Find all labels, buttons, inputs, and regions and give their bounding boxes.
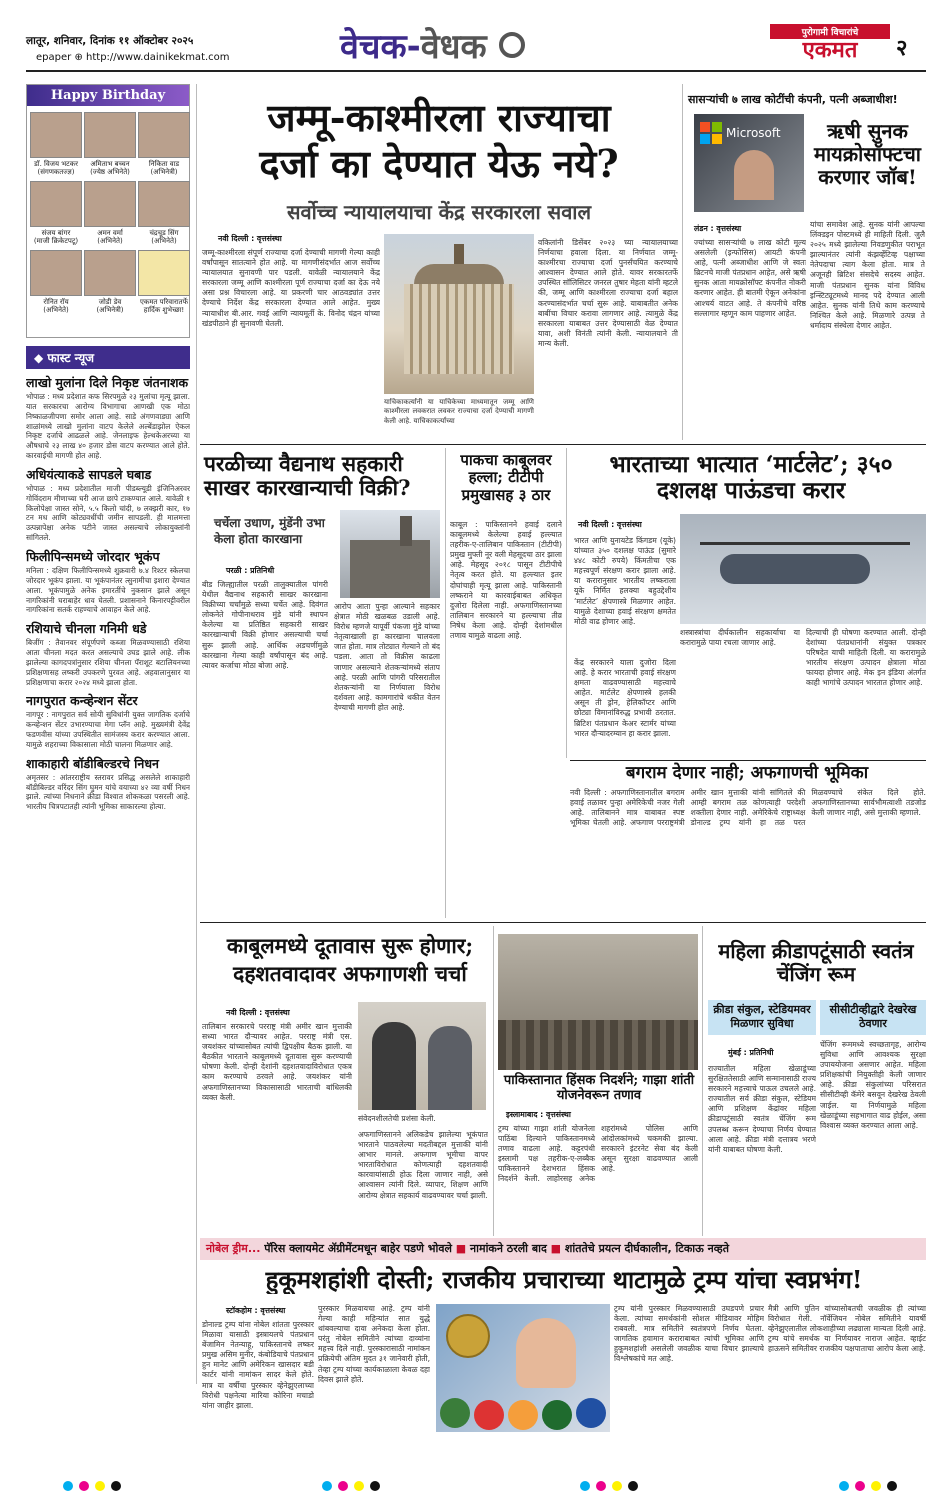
embassy-col2: अफगाणिस्तानने अलिकडेच झालेल्या भूकंपात भारताने पाठवलेल्या मदतीबद्दल मुत्ताकी यांनी आभार मानले. अफगाण भूमीचा वापर भारताविरोधात कोणत्याही दहशतवादी कारवायांसाठी होऊ दिला जाणार नाही, असे आश्वासन त्यांनी दिले. व्यापार, शिक्षण आणि आरोग्य क्षेत्रात सहकार्य वाढवण्यावर चर्चा झाली.: [358, 1130, 488, 1200]
supreme-court-photo: [384, 234, 534, 394]
fast-news-headline: अधियंत्याकडे सापडले घबाड: [26, 466, 152, 482]
birthday-title: Happy Birthday: [27, 85, 189, 106]
fast-news-text: मनिला : दक्षिण फिलीपिन्समध्ये शुक्रवारी ७.४ रिश्टर स्केलचा जोरदार भूकंप झाला. या भूकंपानंतर त्सुनामीचा इशारा देण्यात आला. भूकंपामुळे अनेक इमारतींचे नुकसान झाले असून नागरिकांनी घराबाहेर धाव घेतली. प्रशासनाने किनारपट्टीवरील नागरिकांना सतर्क राहण्याचे आवाहन केले आहे.: [26, 565, 190, 615]
birthday-person: [84, 250, 136, 315]
bagram-headline: बगराम देणार नाही; अफगाणची भूमिका: [625, 763, 869, 783]
bagram-text: नवी दिल्ली : अफगाणिस्तानातील बगराम हवाई तळावर पुन्हा अमेरिकेची नजर गेली आहे. तालिबानने मात्र याबाबत स्पष्ट भूमिका घेतली आहे. अफगाण परराष्ट्रमंत्री अमीर खान मुत्ताकी यांनी सांगितले की आम्ही बगराम तळ कोणत्याही परदेशी शक्तीला देणार नाही. अमेरिकेचे राष्ट्राध्यक्ष डोनाल्ड ट्रम्प यांनी हा तळ परत मिळवण्याचे संकेत दिले होते. अफगाणिस्तानच्या सार्वभौमत्वाशी तडजोड केली जाणार नाही, असे मुत्ताकी म्हणाले.: [570, 788, 926, 828]
birthday-person: [30, 250, 82, 315]
birthday-name: अमन वर्मा: [97, 228, 123, 237]
sunak-headline: ऋषी सुनक मायक्रोसॉफ्टचा करणार जॉब!: [814, 119, 921, 189]
column-divider: [566, 448, 567, 758]
birthday-name: डॉ. विजय भटकर: [34, 160, 78, 168]
fast-news-header: [26, 346, 190, 369]
date-line: लातूर, शनिवार, दिनांक ११ ऑक्टोबर २०२५: [26, 35, 194, 47]
avatar: [138, 181, 190, 227]
birthday-box: [26, 84, 190, 338]
jk-subhead: सर्वोच्च न्यायालयाचा केंद्र सरकारला सवाल: [286, 200, 592, 224]
nobel-ticker: [200, 1238, 926, 1260]
birthday-person: [30, 181, 82, 246]
sunak-photo: [694, 114, 804, 212]
fast-news-text: अमृतसर : आंतरराष्ट्रीय स्तरावर प्रसिद्ध असलेले शाकाहारी बॉडीबिल्डर वरिंदर सिंग घुमन यांचे वयाच्या ४२ व्या वर्षी निधन झाले. त्यांच्या निधनाने क्रीडा विश्वात शोककळा पसरली आहे. भारतीय चित्रपटातही त्यांनी भूमिका साकारल्या होत्या.: [26, 772, 190, 812]
list-item: [26, 467, 190, 543]
avatar: [138, 112, 190, 158]
trump-col3: ट्रम्प यांनी पुरस्कार मिळवण्यासाठी उघडपणे प्रचार केला. त्यांच्या समर्थकांनी सोशल मीडियावर मोहिम राबवली. मात्र समितीने स्वतंत्रपणे निर्णय घेतला. जागतिक हवामान कराराबाबत त्यांची भूमिका आणि हुकूमशहांशी असलेली जवळीक याचा विचार झाल्याचे विश्लेषकांचे मत आहे.: [614, 1304, 764, 1364]
brand-block: [770, 24, 890, 68]
section-title-1: वेचक-: [340, 27, 421, 67]
avatar: [30, 181, 82, 227]
avatar: [138, 250, 190, 296]
birthday-name: निकिता वाड: [148, 160, 180, 168]
birthday-name: संजय बांगर: [41, 228, 71, 237]
avatar: [84, 112, 136, 158]
list-item: [26, 756, 190, 812]
martlet-headline: भारताच्या भात्यात ‘मार्टलेट’; ३५० दशलक्ष पाऊंडचा करार: [609, 451, 893, 505]
kabul-attack-headline: पाकचा काबूलवर हल्ला; टीटीपी प्रमुखासह ३ ठार: [460, 451, 552, 504]
parli-subhead: चर्चेला उधाण, मुंडेंनी उभा केला होता कारखाना: [214, 516, 325, 546]
birthday-role: (अभिनेते): [151, 237, 177, 246]
protest-photo: [498, 934, 698, 1070]
birthday-name: जोडी डेव: [98, 297, 122, 306]
column-divider: [493, 926, 494, 1236]
avatar: [84, 250, 136, 296]
gaza-dateline: इस्लामाबाद : वृत्तसंस्था: [506, 1110, 571, 1119]
ticker-item-3: शांततेचे प्रयत्न दीर्घकालीन, टिकाऊ नव्हते: [564, 1242, 729, 1255]
fast-news-headline: रशियाचे चीनला गनिमी धडे: [26, 621, 147, 637]
birthday-person: [30, 112, 82, 177]
parli-col1: बीड जिल्ह्यातील परळी तालुक्यातील पांगरी येथील वैद्यनाथ सहकारी साखर कारखाना विक्रीच्या चर्चांमुळे सध्या चर्चेत आहे. दिवंगत लोकनेते गोपीनाथराव मुंडे यांनी स्थापन केलेल्या या प्रतिष्ठित सहकारी साखर कारखान्याची विक्री होणार असल्याची चर्चा सुरू झाली आहे. आर्थिक अडचणींमुळे कारखाना गेल्या काही वर्षांपासून बंद आहे. त्यावर कर्जाचा मोठा बोजा आहे.: [202, 580, 328, 670]
birthday-person: [84, 181, 136, 246]
birthday-name: रोनित रॉय: [43, 297, 69, 306]
birthday-grid: [27, 106, 189, 320]
women-subhead-right: सीसीटीव्हीद्वारे देखरेख ठेवणार: [820, 1000, 926, 1035]
list-item: [26, 621, 190, 687]
jk-photo-caption: याचिकाकर्त्यांनी या याचिकेच्या माध्यमातून जम्मू आणि काश्मीरला लवकरात लवकर राज्याचा दर्जा देण्याची मागणी केली आहे. याचिकाकर्त्यांच्या: [384, 398, 534, 425]
helicopter-photo: [680, 514, 926, 624]
sugar-factory-photo: [340, 510, 440, 598]
embassy-headline-1: काबूलमध्ये दूतावास सुरू होणार;: [226, 933, 474, 958]
fast-news-headline: फिलीपिन्समध्ये जोरदार भूकंप: [26, 548, 160, 564]
page-header: [0, 0, 945, 70]
list-item: [26, 693, 190, 749]
epaper-label: epaper: [36, 52, 72, 63]
fast-news: [26, 346, 190, 1396]
globe-icon: ⊕: [74, 52, 83, 63]
section-title-2: वेधक: [420, 27, 487, 67]
trump-dateline: स्टॉकहोम : वृत्तसंस्था: [226, 1306, 286, 1315]
jk-col3: वकिलांनी डिसेंबर २०२३ च्या न्यायालयाच्या निर्णयाचा हवाला दिला. या निर्णयात जम्मू-काश्मीरचा राज्याचा दर्जा पुनर्संचयित करण्याचे आश्वासन देण्यात आले होते. यावर सरकारतर्फे उपस्थित सॉलिसिटर जनरल तुषार मेहता यांनी म्हटले की, जम्मू आणि काश्मीरला राज्याचा दर्जा बहाल करण्यासंदर्भात चर्चा सुरू आहे. याबाबतीत अनेक बाबींचा विचार करावा लागणार आहे. त्यामुळे केंद्र सरकारला याबाबत उत्तर देण्यासाठी वेळ देण्यात यावा, अशी विनंती त्यांनी केली. न्यायालयाने ती मान्य केली.: [538, 238, 678, 348]
website-link[interactable]: http://www.dainikekmat.com: [86, 52, 230, 63]
column-divider: [702, 926, 703, 1236]
fast-news-list: [26, 375, 190, 812]
embassy-col1: तालिबान सरकारचे परराष्ट्र मंत्री अमीर खान मुत्ताकी सध्या भारत दौऱ्यावर आहेत. परराष्ट्र मंत्री एस. जयशंकर यांच्यासोबत त्यांची द्विपक्षीय बैठक झाली. या बैठकीत भारताने काबूलमध्ये दूतावास सुरू करण्याची घोषणा केली. दोन्ही देशांनी दहशतवादाविरोधात एकत्र काम करण्याचे ठरवले आहे. जयशंकर यांनी अफगाणिस्तानच्या विकासासाठी भारताची बांधिलकी व्यक्त केली.: [202, 1022, 352, 1102]
section-rule: [570, 760, 926, 761]
parli-dateline: परळी : प्रतिनिधी: [226, 566, 275, 575]
brand-tagline: पुरोगामी विचारांचे: [770, 24, 890, 39]
section-rule: [200, 444, 926, 445]
women-col1: राज्यातील महिला खेळाडूंच्या सुरक्षिततेसाठी आणि सन्मानासाठी राज्य सरकारने महत्त्वाचे पाऊल उचलले आहे. राज्यातील सर्व क्रीडा संकुल, स्टेडियम आणि प्रशिक्षण केंद्रांवर महिला क्रीडापटूंसाठी स्वतंत्र चेंजिंग रूम उपलब्ध करून देण्याचा निर्णय घेण्यात आला आहे. क्रीडा मंत्री दत्तात्रय भरणे यांनी याबाबत घोषणा केली.: [708, 1064, 816, 1154]
avatar: [30, 112, 82, 158]
martlet-caption: शस्त्रास्त्रांचा दीर्घकालीन सहकार्याचा या करारामुळे पाया रचला जाणार आहे.: [680, 628, 800, 648]
birthday-role: (अभिनेत्री): [150, 168, 178, 177]
jk-headline-2: दर्जा का देण्यात येऊ नये?: [259, 141, 619, 186]
jk-col1: जम्मू-काश्मीरला संपूर्ण राज्याचा दर्जा देण्याची मागणी गेल्या काही वर्षांपासून सातत्याने होत आहे. या मागणीसंदर्भात आज सर्वोच्च न्यायालयात सुनावणी पार पडली. यावेळी न्यायालयाने केंद्र सरकारला जम्मू आणि काश्मीरला पूर्ण राज्याचा दर्जा का देऊ नये असा प्रश्न विचारला आहे. या प्रकरणी चार आठवड्यांत उत्तर देण्याचे निर्देश केंद्र सरकारला देण्यात आले आहेत. मुख्य न्यायाधीश बी.आर. गवई आणि न्यायमूर्ती के. विनोद चंद्रन यांच्या खंडपीठाने ही सुनावणी घेतली.: [202, 248, 380, 328]
kabul-attack-text: काबूल : पाकिस्तानने हवाई दलाने काबूलमध्ये केलेल्या हवाई हल्ल्यात तहरीक-ए-तालिबान पाकिस्तान (टीटीपी) प्रमुख मुफ्ती नूर वली मेहसूदचा ठार झाला आहे. मेहसूद २०१८ पासून टीटीपीचे नेतृत्व करत होते. या हल्ल्यात इतर दोघांचाही मृत्यू झाला आहे. पाकिस्तानी लष्कराने या कारवाईबाबत अधिकृत दुजोरा दिलेला नाही. अफगाणिस्तानच्या तालिबान सरकारने या हल्ल्याचा तीव्र निषेध केला आहे. दोन्ही देशांमधील तणाव यामुळे वाढला आहे.: [450, 520, 562, 641]
list-item: [26, 375, 190, 461]
fast-news-text: भोपाळ : मध्य प्रदेशातील माजी पीडब्ल्यूडी इंजिनिअरवर गोविंदराम मीणाच्या घरी आज छापे टाकण्यात आले. यावेळी १ किलोपेक्षा जास्त सोने, ५.५ किलो चांदी, ७ लक्झरी कार, १७ टन मध आणि कोट्यवधींची जमीन सापडली. ही मालमत्ता उत्पन्नापेक्षा अनेक पटीने जास्त असल्याचे लोकायुक्तांनी सांगितले.: [26, 483, 190, 543]
embassy-caption: संवेदनशीलतेची प्रशंसा केली.: [358, 1114, 436, 1123]
header-rule: [26, 70, 926, 72]
page-number: २: [896, 36, 908, 61]
microsoft-logo-text: Microsoft: [726, 126, 781, 140]
martlet-col1: भारत आणि युनायटेड किंगडम (यूके) यांच्यात ३५० दशलक्ष पाऊंड (सुमारे ४४८ कोटी रुपये) किंमतीचा एक महत्त्वपूर्ण संरक्षण करार झाला आहे. या करारानुसार भारतीय लष्कराला यूके निर्मित हलक्या बहुउद्देशीय ‘मार्टलेट’ क्षेपणास्त्रे मिळणार आहेत. यामुळे देशाच्या हवाई संरक्षण क्षमतेत मोठी वाढ होणार आहे.: [574, 536, 676, 626]
print-registration-marks: [60, 1476, 900, 1492]
brand-name: एकमत: [802, 38, 858, 63]
section-banner: [340, 22, 525, 68]
ticker-lead: नोबेल ड्रीम...: [206, 1242, 261, 1255]
section-rule: [200, 922, 926, 923]
gaza-text: ट्रम्प यांच्या गाझा शांती योजनेला पाठिंबा दिल्याने पाकिस्तानमध्ये तणाव वाढला आहे. कट्टरपंथी इस्लामी पक्ष तहरीक-ए-लब्बैक पाकिस्तानने देशभरात हिंसक निदर्शने केली. लाहोरसह अनेक शहरांमध्ये पोलिस आणि आंदोलकांमध्ये चकमकी झाल्या. सरकारने इंटरनेट सेवा बंद केली असून सुरक्षा वाढवण्यात आली आहे.: [498, 1124, 698, 1184]
fast-news-title: फास्ट न्यूज: [47, 351, 95, 365]
parli-headline: परळीच्या वैद्यनाथ सहकारी साखर कारखान्याची विक्री?: [204, 451, 411, 501]
column-divider: [445, 448, 446, 918]
birthday-name: चंद्रचूड सिंग: [149, 228, 179, 237]
magnifier-icon: [499, 32, 525, 58]
parli-col2: आरोप आता पुन्हा आल्याने सहकार क्षेत्रात मोठी खळबळ उडाली आहे. विरोध म्हणजे यापूर्वी पंकजा मुंडे यांच्या नेतृत्वाखाली हा कारखाना चालवला जात होता. मात्र तोट्यात गेल्याने तो बंद पडला. आता तो विक्रीस काढला जाणार असल्याने शेतकऱ्यांमध्ये संताप आहे. परळी आणि पांगरी परिसरातील शेतकऱ्यांनी या निर्णयाला विरोध दर्शवला आहे. कामगारांचे थकीत वेतन देण्याची मागणी होत आहे.: [334, 602, 440, 712]
trump-col1: डोनाल्ड ट्रम्प यांना नोबेल शांतता पुरस्कार मिळावा यासाठी इस्त्रायलचे पंतप्रधान बेंजामिन नेतन्याहू, पाकिस्तानचे लष्कर प्रमुख असिम मुनीर, कंबोडियाचे पंतप्रधान हुन मानेट आणि अमेरिकन खासदार बडी कार्टर यांनी नामांकन सादर केले होते. मात्र या वर्षीचा पुरस्कार व्हेनेझुएलाच्या विरोधी पक्षनेत्या मारिया कोरिना मचाडो यांना जाहीर झाला.: [202, 1320, 314, 1410]
trump-col2: पुरस्कार मिळवायचा आहे. ट्रम्प यांनी गेल्या काही महिन्यांत सात युद्धे थांबवल्याचा दावा अनेकदा केला होता. परंतु नोबेल समितीने त्यांच्या दाव्यांना महत्त्व दिले नाही. पुरस्कारासाठी नामांकन प्रक्रियेची अंतिम मुदत ३१ जानेवारी होती, तेव्हा ट्रम्प यांच्या कार्यकाळाला केवळ दहा दिवस झाले होते.: [318, 1304, 430, 1384]
ticker-item-2: नामांकने ठरली बाद: [470, 1242, 547, 1255]
fast-news-headline: नागपुरात कन्व्हेन्शन सेंटर: [26, 693, 138, 709]
women-headline: महिला क्रीडापटूंसाठी स्वतंत्र चेंजिंग रूम: [718, 939, 914, 986]
sunak-dateline: लंडन : वृत्तसंस्था: [694, 224, 742, 233]
fast-news-headline: शाकाहारी बॉडीबिल्डरचे निधन: [26, 755, 159, 771]
trump-nobel-photo: [436, 1304, 610, 1432]
birthday-role: (अभिनेते): [97, 237, 123, 246]
sunak-col1: ज्यांच्या सासऱ्यांची ७ लाख कोटी मूल्य असलेली (इन्फोसिस) आयटी कंपनी आहे, पत्नी अब्जाधीश आणि जे स्वतः ब्रिटनचे माजी पंतप्रधान आहेत, असे ऋषी सुनक आता मायक्रोसॉफ्ट कंपनीत नोकरी करणार आहेत. ही बातमी ऐकून अनेकांना आश्चर्य वाटत आहे. ते कंपनीचे वरिष्ठ सल्लागार म्हणून काम पाहणार आहेत.: [694, 238, 806, 318]
martlet-dateline: नवी दिल्ली : वृत्तसंस्था: [578, 520, 642, 529]
birthday-name: अमिताभ बच्चन: [90, 160, 130, 168]
birthday-name: एकमत परिवारातर्फे: [139, 297, 189, 306]
sunak-col2: यांचा समावेश आहे. सुनक यांनी आपल्या लिंक्डइन पोस्टमध्ये ही माहिती दिली. जुलै २०२५ मध्ये झालेल्या निवडणुकीत पराभूत झाल्यानंतर त्यांनी कंझर्व्हेटिव्ह पक्षाच्या नेतेपदाचा त्याग केला होता. मात्र ते अजूनही ब्रिटिश संसदेचे सदस्य आहेत. माजी पंतप्रधान सुनक यांना विविध इन्स्टिट्यूटमध्ये मानद पदे देण्यात आली आहेत. सुनक यांनी तिथे काम करण्याचे निश्चित केले आहे. मिळणारे उत्पन्न ते धर्मादाय संस्थेला देणार आहेत.: [810, 220, 925, 330]
birthday-person: [84, 112, 136, 177]
avatar: [84, 181, 136, 227]
ministers-photo: [358, 1002, 486, 1110]
jk-dateline: नवी दिल्ली : वृत्तसंस्था: [218, 234, 282, 243]
sunak-kicker: सासऱ्यांची ७ लाख कोटींची कंपनी, पत्नी अब्जाधीश!: [688, 93, 898, 106]
gaza-headline: पाकिस्तानात हिंसक निदर्शने; गाझा शांती योजनेवरून तणाव: [503, 1073, 695, 1103]
column-divider: [682, 84, 683, 440]
women-subhead-left: क्रीडा संकुल, स्टेडियमवर मिळणार सुविधा: [708, 1000, 816, 1035]
avatar: [30, 250, 82, 296]
fast-news-text: नागपूर : नागपुरात सर्व सोयी सुविधांनी युक्त जागतिक दर्जाचे कन्व्हेन्शन सेंटर उभारण्याचा मेगा प्लॅन आहे. मुख्यमंत्री देवेंद्र फडणवीस यांच्या उपस्थितीत सामंजस्य करार करण्यात आला. यामुळे शहराच्या विकासाला मोठी चालना मिळणार आहे.: [26, 710, 190, 749]
trump-headline: हुकूमशहांशी दोस्ती; राजकीय प्रचाराच्या थाटामुळे ट्रम्प यांचा स्वप्नभंग!: [265, 1266, 863, 1294]
fast-news-text: भोपाळ : मध्य प्रदेशात कफ सिरपमुळे २३ मुलांचा मृत्यू झाला. यात सरकारचा आरोग्य विभागाचा आणखी एक मोठा निष्काळजीपणा समोर आला आहे. साडे अंगणवाड्या आणि शाळांमध्ये लाखो मुलांना वाटप केलेले अल्बेंडाझोल ऐकल निकृष्ट दर्जाचे आढळले आहे. जेनलाइफ हेल्थकेअरच्या या औषधाचे २३ लाख ४० हजार डोस वाटप करण्यात आले होते. कारवाईची मागणी होत आहे.: [26, 392, 190, 461]
women-col2: चेंजिंग रूममध्ये स्वच्छतागृह, आरोग्य सुविधा आणि आवश्यक सुरक्षा उपाययोजना असणार आहेत. महिला प्रशिक्षकांची नियुक्तीही केली जाणार आहे. क्रीडा संकुलांच्या परिसरात सीसीटीव्ही कॅमेरे बसवून देखरेख ठेवली जाईल. या निर्णयामुळे महिला खेळाडूंच्या सहभागात वाढ होईल, असा विश्वास व्यक्त करण्यात आला आहे.: [820, 1040, 926, 1130]
trump-col4: मैत्री आणि पुतिन यांच्यासोबतची जवळीक ही त्यांच्या विरोधात गेली. नॉर्वेजियन नोबेल समितीने यावर्षी व्हेनेझुएलातील लोकशाहीच्या लढ्याला मान्यता दिली आहे. ट्रम्प यांचे समर्थक या निर्णयावर नाराज आहेत. व्हाईट हाऊसने समितीवर राजकीय पक्षपाताचा आरोप केला आहे.: [768, 1304, 926, 1354]
birthday-role: हार्दिक शुभेच्छा!: [143, 305, 185, 314]
birthday-person: [138, 181, 190, 246]
fast-news-headline: लाखो मुलांना दिले निकृष्ट जंतनाशक: [26, 375, 189, 390]
ticker-separator-icon: ■: [455, 1242, 467, 1255]
column-divider: [196, 84, 197, 1384]
birthday-role: (अभिनेत्री): [96, 305, 124, 314]
women-dateline: मुंबई : प्रतिनिधी: [728, 1048, 774, 1057]
birthday-role: (ज्येष्ठ अभिनेते): [90, 168, 130, 177]
embassy-dateline: नवी दिल्ली : वृत्तसंस्था: [226, 1008, 290, 1017]
list-item: [26, 549, 190, 615]
birthday-person: [138, 112, 190, 177]
martlet-col2: केंद्र सरकारने याला दुजोरा दिला आहे. हे करार भारताची हवाई संरक्षण क्षमता वाढवण्यासाठी महत्त्वाचे आहेत. मार्टलेट क्षेपणास्त्रे हलकी असून ती ड्रोन, हेलिकॉप्टर आणि छोट्या विमानांविरुद्ध प्रभावी ठरतात. ब्रिटिश पंतप्रधान केअर स्टार्मर यांच्या भारत दौऱ्यादरम्यान हा करार झाला.: [574, 658, 676, 738]
birthday-role: (माजी क्रिकेटपटू): [33, 237, 79, 246]
ticker-item-1: पॅरिस क्लायमेट ॲग्रीमेंटमधून बाहेर पडणे भोवले: [264, 1242, 452, 1255]
fast-news-text: बिजींग : तैवानवर संपूर्णपणे कब्जा मिळवण्यासाठी रशिया आता चीनला मदत करत असल्याचे उघड झाले आहे. लीक झालेल्या कागदपत्रांनुसार रशिया चीनला पॅराशूट बटालियनच्या प्रशिक्षणासह लष्करी उपकरणे पुरवत आहे. अहवालानुसार या प्रशिक्षणाचा करार २०२४ मध्ये झाला होता.: [26, 638, 190, 687]
ticker-separator-icon: ■: [550, 1242, 562, 1255]
embassy-headline-2: दहशतवादावर अफगाणशी चर्चा: [233, 961, 467, 986]
birthday-person: [138, 250, 190, 315]
epaper-line: [36, 52, 230, 63]
martlet-col3: दिल्याची ही घोषणा करण्यात आली. दोन्ही देशांच्या पंतप्रधानांनी संयुक्त पत्रकार परिषदेत याची माहिती दिली. या करारामुळे भारतीय संरक्षण उत्पादन क्षेत्राला मोठा फायदा होणार आहे. मेक इन इंडिया अंतर्गत काही भागांचे उत्पादन भारतात होणार आहे.: [806, 628, 926, 688]
birthday-role: (संगणकतज्ज्ञ): [37, 168, 75, 177]
news-bullet-icon: ◆: [34, 351, 44, 365]
jk-headline-1: जम्मू-काश्मीरला राज्याचा: [267, 95, 611, 140]
birthday-role: (अभिनेते): [43, 305, 69, 314]
